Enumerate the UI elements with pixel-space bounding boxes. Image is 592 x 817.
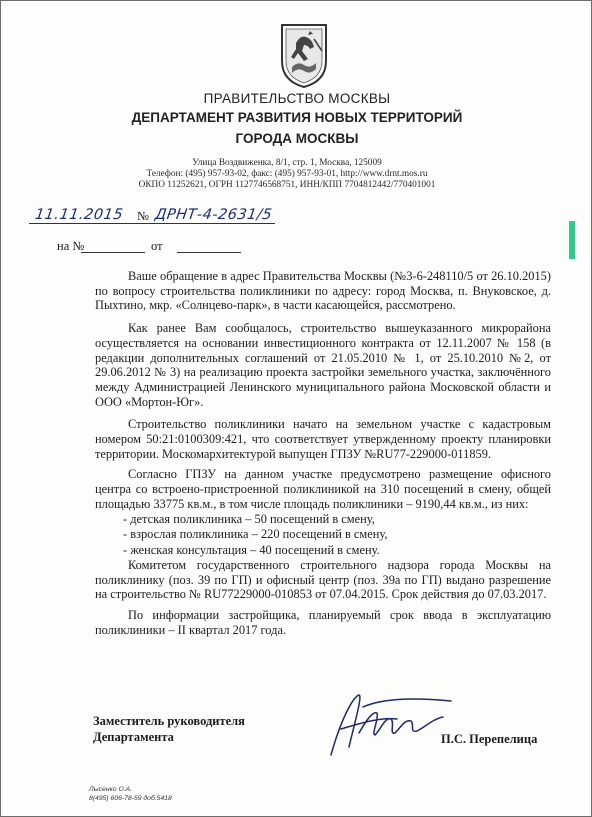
reference-number-label: на № (57, 239, 85, 253)
reference-date-label: от (151, 239, 163, 253)
registration-date: 11.11.2015 (33, 207, 125, 223)
handwritten-signature (301, 689, 461, 761)
registration-number: ДРНТ-4-2631/5 (153, 207, 274, 223)
executor-name: Лысенко О.А. (89, 786, 133, 793)
letterhead-codes: ОКПО 11252621, ОГРН 1127746568751, ИНН/КПП 7704812442/770401001 (138, 180, 436, 190)
paragraph-deadline: По информации застройщика, планируемый срок ввода в эксплуатацию поликлиники – II квартал 2017 года. (95, 608, 551, 637)
letterhead-address: Улица Воздвиженка, 8/1, стр. 1, Москва, 125009 (192, 158, 382, 168)
executor-phone: 8(495) 606-78-59 доб.5418 (89, 795, 172, 802)
paragraph-gpzu: Согласно ГПЗУ на данном участке предусмотрено размещение офисного центра со встроено-пристроенной поликлиникой на 310 посещений в смену, общей площадью 33775 кв.м., в том числе площадь поликлиники – 9190,44 кв.м., из них: (95, 467, 551, 511)
letterhead-phones: Телефон: (495) 957-93-02, факс: (495) 957-93-01, http://www.drnt.mos.ru (146, 169, 428, 179)
reference-date-blank (177, 252, 241, 253)
department-name-line2: ГОРОДА МОСКВЫ (235, 131, 359, 146)
moscow-coat-of-arms-icon (278, 21, 330, 89)
letter-body (95, 269, 551, 646)
department-name-line1: ДЕПАРТАМЕНТ РАЗВИТИЯ НОВЫХ ТЕРРИТОРИЙ (131, 110, 463, 125)
paragraph-construction: Строительство поликлиники начато на земельном участке с кадастровым номером 50:21:0100309:421, что соответствует утвержденному проекту планировки территории. Москомархитектурой выпущен ГПЗУ №RU77-229000-011859. (95, 417, 551, 461)
capacity-list (95, 512, 551, 559)
paragraph-request: Ваше обращение в адрес Правительства Москвы (№3-6-248110/5 от 26.10.2015) по вопросу строительства поликлиники по адресу: город Москва, п. Внуковское, д. Пыхтино, мкр. «Солнцево-парк», в части касающейся, рассмотрено. (95, 269, 551, 313)
registration-number-label: № (137, 209, 149, 223)
registration-underline (29, 223, 275, 224)
executor-info (89, 785, 172, 803)
reference-number-blank (81, 252, 145, 253)
list-item: - взрослая поликлиника – 220 посещений в смену, (123, 527, 388, 542)
signer-title-line2: Департамента (93, 730, 174, 744)
signer-title-line1: Заместитель руководителя (93, 714, 245, 728)
list-item: - женская консультация – 40 посещений в смену. (123, 542, 380, 557)
government-name: ПРАВИТЕЛЬСТВО МОСКВЫ (203, 91, 391, 106)
scan-marker (569, 221, 575, 259)
signer-name: П.С. Перепелица (441, 732, 538, 746)
paragraph-permit: Комитетом государственного строительного надзора города Москвы на поликлинику (поз. 39 по ГП) и офисный центр (поз. 39а по ГП) выдано разрешение на строительство № RU77229000-010853 от 07.04.2015. Срок действия до 07.03.2017. (95, 558, 551, 602)
signer-title (93, 713, 245, 745)
list-item: - детская поликлиника – 50 посещений в смену, (123, 511, 375, 526)
paragraph-contract: Как ранее Вам сообщалось, строительство вышеуказанного микрорайона осуществляется на основании инвестиционного контракта от 12.11.2007 № 158 (в редакции дополнительных соглашений от 21.05.2010 № 1, от 25.10.2010 №2, от 29.06.2012 № 3) на реализацию проекта застройки земельного участка, заключённого между Администрацией Ленинского муниципального района Московской области и ООО «Мортон-Юг». (95, 321, 551, 409)
